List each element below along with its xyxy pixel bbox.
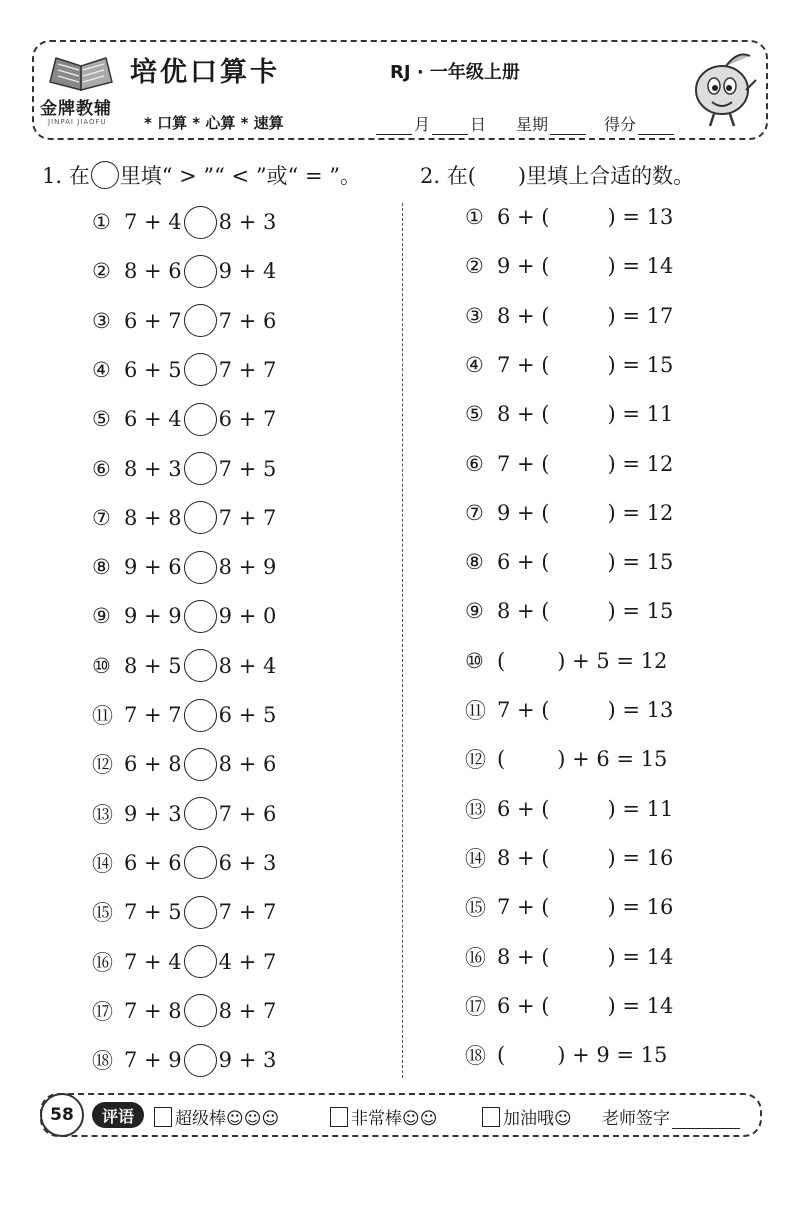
expression-before: 6 + (	[497, 205, 550, 229]
left-expression: 8 + 5	[124, 653, 182, 678]
fill-blank-row	[465, 940, 673, 974]
checkbox[interactable]	[330, 1107, 348, 1127]
expression-before: 7 + (	[497, 451, 550, 476]
answer-circle[interactable]	[184, 551, 217, 584]
item-index: ⑩	[465, 648, 484, 673]
expression-before: 7 + (	[497, 698, 550, 722]
comparison-row	[92, 452, 276, 486]
comment-bar	[40, 1093, 762, 1137]
expression-after: ) + 9 = 15	[557, 1043, 668, 1068]
comparison-row	[92, 304, 276, 338]
answer-circle[interactable]	[184, 353, 217, 386]
item-index: ⑯	[465, 945, 486, 970]
answer-circle[interactable]	[184, 896, 217, 929]
answer-circle[interactable]	[184, 501, 217, 534]
item-index: ⑧	[465, 550, 484, 575]
checkbox[interactable]	[154, 1107, 172, 1127]
expression-before: 8 + (	[497, 303, 550, 328]
right-expression: 8 + 3	[218, 210, 277, 234]
answer-circle[interactable]	[184, 994, 217, 1027]
left-expression: 8 + 6	[124, 259, 182, 284]
right-expression: 9 + 3	[218, 1048, 277, 1073]
item-index: ⑫	[465, 748, 486, 773]
comparison-row	[92, 254, 276, 288]
score-label: 得分	[604, 115, 637, 134]
answer-circle[interactable]	[184, 699, 217, 732]
comparison-row	[92, 402, 276, 436]
month-blank[interactable]	[376, 118, 412, 135]
right-expression: 8 + 9	[218, 555, 277, 580]
item-index: ⑥	[92, 456, 111, 481]
answer-circle[interactable]	[184, 748, 217, 781]
right-expression: 9 + 0	[218, 604, 277, 629]
expression-before: 6 + (	[497, 796, 550, 821]
item-index: ①	[92, 210, 111, 234]
answer-circle[interactable]	[184, 304, 217, 337]
day-label: 日	[470, 115, 487, 134]
book-logo-icon	[46, 52, 116, 94]
item-index: ⑨	[92, 604, 111, 629]
fill-blank-row	[465, 644, 667, 678]
answer-circle[interactable]	[184, 846, 217, 879]
item-index: ⑪	[92, 704, 113, 728]
date-score-line	[374, 112, 676, 135]
fill-blank-row	[465, 693, 673, 727]
item-index: ⑮	[465, 896, 486, 921]
comparison-row	[92, 1043, 276, 1077]
brand-subtitle: JINPAI JIAOFU	[48, 118, 107, 126]
item-index: ⑱	[92, 1049, 113, 1074]
item-index: ⑭	[465, 846, 486, 871]
header-panel	[32, 40, 768, 140]
expression-after: ) = 12	[607, 500, 674, 525]
item-index: ⑤	[92, 407, 111, 432]
item-index: ⑫	[92, 753, 113, 778]
fill-blank-row	[465, 742, 667, 776]
left-expression: 6 + 5	[124, 357, 182, 382]
right-expression: 7 + 7	[218, 900, 277, 925]
left-expression: 6 + 7	[124, 308, 182, 333]
fill-blank-row	[465, 989, 673, 1023]
comparison-row	[92, 994, 276, 1028]
left-expression: 6 + 4	[124, 407, 182, 432]
fill-blank-row	[465, 1038, 667, 1072]
item-index: ⑰	[92, 999, 113, 1024]
option-super[interactable]	[154, 1104, 279, 1129]
right-expression: 6 + 5	[218, 703, 277, 727]
expression-after: ) = 14	[607, 254, 674, 279]
page-title: 培优口算卡	[130, 57, 280, 88]
expression-after: ) = 11	[607, 402, 674, 427]
fill-blank-row	[465, 792, 673, 826]
fill-blank-row	[465, 594, 673, 628]
answer-circle[interactable]	[184, 403, 217, 436]
option-label: 加油哦☺	[503, 1109, 572, 1129]
item-index: ②	[92, 259, 111, 284]
left-expression: 9 + 9	[124, 604, 182, 629]
expression-after: ) = 17	[607, 303, 674, 328]
item-index: ⑩	[92, 653, 111, 678]
item-index: ⑦	[465, 500, 484, 525]
item-index: ③	[465, 303, 484, 328]
expression-before: 8 + (	[497, 944, 550, 969]
right-expression: 4 + 7	[218, 949, 277, 974]
comparison-row	[92, 945, 276, 979]
expression-before: 6 + (	[497, 550, 550, 575]
mascot-icon	[686, 46, 760, 130]
item-index: ⑨	[465, 599, 484, 624]
day-blank[interactable]	[432, 118, 468, 135]
item-index: ⑬	[465, 797, 486, 822]
item-index: ⑥	[465, 451, 484, 476]
fill-blank-row	[465, 496, 673, 530]
answer-circle[interactable]	[184, 1044, 217, 1077]
left-expression: 8 + 8	[124, 505, 182, 530]
item-index: ⑪	[465, 699, 486, 723]
fill-blank-row	[465, 890, 673, 924]
section1-title-post: 里填“ > ”“ < ”或“ = ”。	[119, 164, 361, 188]
section2-title: 2. 在( )里填上合适的数。	[420, 164, 695, 188]
page-number: 58	[40, 1093, 84, 1137]
right-expression: 7 + 7	[218, 357, 277, 382]
right-expression: 7 + 6	[218, 801, 277, 826]
left-expression: 9 + 3	[124, 801, 182, 826]
expression-before: (	[497, 1043, 506, 1068]
expression-before: 9 + (	[497, 500, 550, 525]
teacher-signature	[602, 1104, 740, 1129]
fill-blank-row	[465, 841, 673, 875]
answer-circle[interactable]	[184, 255, 217, 288]
option-very-good[interactable]	[330, 1104, 437, 1129]
checkbox[interactable]	[482, 1107, 500, 1127]
item-index: ⑱	[465, 1044, 486, 1069]
comparison-row	[92, 649, 276, 683]
circle-icon	[91, 161, 119, 189]
expression-after: ) = 13	[607, 205, 674, 229]
item-index: ③	[92, 308, 111, 333]
expression-before: 8 + (	[497, 845, 550, 870]
expression-before: 8 + (	[497, 402, 550, 427]
fill-blank-row	[465, 447, 673, 481]
answer-circle[interactable]	[184, 797, 217, 830]
expression-after: ) = 16	[607, 895, 674, 920]
answer-circle[interactable]	[184, 206, 217, 239]
comment-badge: 评语	[92, 1102, 144, 1128]
left-expression: 7 + 8	[124, 998, 182, 1023]
comparison-row	[92, 747, 276, 781]
left-expression: 9 + 6	[124, 555, 182, 580]
comparison-row	[92, 550, 276, 584]
score-blank[interactable]	[638, 118, 674, 135]
right-expression: 7 + 5	[218, 456, 277, 481]
fill-blank-row	[465, 348, 673, 382]
expression-after: ) + 5 = 12	[557, 648, 668, 673]
month-label: 月	[414, 115, 431, 134]
right-expression: 8 + 7	[218, 998, 277, 1023]
signature-label: 老师签字	[602, 1109, 670, 1129]
weekday-blank[interactable]	[550, 118, 586, 135]
fill-blank-row	[465, 249, 673, 283]
left-expression: 7 + 5	[124, 900, 182, 925]
left-expression: 7 + 9	[124, 1048, 182, 1073]
column-divider	[402, 203, 403, 1078]
expression-before: (	[497, 648, 506, 673]
right-expression: 9 + 4	[218, 259, 277, 284]
expression-after: ) = 14	[607, 944, 674, 969]
right-expression: 8 + 6	[218, 752, 277, 777]
expression-before: 8 + (	[497, 599, 550, 624]
comparison-row	[92, 797, 276, 831]
fill-blank-row	[465, 545, 673, 579]
item-index: ⑬	[92, 802, 113, 827]
expression-after: ) = 15	[607, 550, 674, 575]
expression-after: ) = 15	[607, 599, 674, 624]
item-index: ④	[465, 352, 484, 377]
item-index: ⑯	[92, 950, 113, 975]
comparison-row	[92, 895, 276, 929]
fill-blank-row	[465, 200, 673, 234]
left-expression: 6 + 6	[124, 850, 182, 875]
grade-label: RJ · 一年级上册	[390, 62, 520, 83]
answer-circle[interactable]	[184, 452, 217, 485]
item-index: ②	[465, 254, 484, 279]
item-index: ⑤	[465, 402, 484, 427]
expression-after: ) + 6 = 15	[557, 747, 668, 772]
section1-title	[42, 160, 361, 190]
right-expression: 8 + 4	[218, 653, 277, 678]
item-index: ⑧	[92, 555, 111, 580]
expression-after: ) = 13	[607, 698, 674, 722]
answer-circle[interactable]	[184, 945, 217, 978]
expression-before: 6 + (	[497, 993, 550, 1018]
expression-before: (	[497, 747, 506, 772]
item-index: ⑰	[465, 994, 486, 1019]
expression-after: ) = 16	[607, 845, 674, 870]
left-expression: 7 + 7	[124, 703, 182, 727]
section1-title-pre: 1. 在	[42, 164, 90, 188]
answer-circle[interactable]	[184, 600, 217, 633]
expression-after: ) = 14	[607, 993, 674, 1018]
signature-blank[interactable]	[672, 1108, 740, 1129]
right-expression: 7 + 6	[218, 308, 277, 333]
option-label: 非常棒☺☺	[351, 1109, 438, 1129]
comparison-row	[92, 599, 276, 633]
expression-after: ) = 15	[607, 352, 674, 377]
comparison-row	[92, 846, 276, 880]
item-index: ⑦	[92, 505, 111, 530]
left-expression: 6 + 8	[124, 752, 182, 777]
left-expression: 7 + 4	[124, 949, 182, 974]
right-expression: 6 + 3	[218, 850, 277, 875]
item-index: ⑭	[92, 851, 113, 876]
option-keep-going[interactable]	[482, 1104, 572, 1129]
left-expression: 8 + 3	[124, 456, 182, 481]
expression-before: 9 + (	[497, 254, 550, 279]
fill-blank-row	[465, 397, 673, 431]
fill-blank-row	[465, 299, 673, 333]
left-expression: 7 + 4	[124, 210, 182, 234]
comparison-row	[92, 353, 276, 387]
answer-circle[interactable]	[184, 649, 217, 682]
comparison-row	[92, 205, 276, 239]
item-index: ④	[92, 357, 111, 382]
item-index: ⑮	[92, 901, 113, 926]
expression-before: 7 + (	[497, 895, 550, 920]
expression-after: ) = 12	[607, 451, 674, 476]
option-label: 超级棒☺☺☺	[175, 1109, 280, 1129]
tagline: * 口算 * 心算 * 速算	[144, 114, 284, 132]
comparison-row	[92, 501, 276, 535]
weekday-label: 星期	[516, 115, 549, 134]
right-expression: 6 + 7	[218, 407, 277, 432]
right-expression: 7 + 7	[218, 505, 277, 530]
brand-name: 金牌教辅	[40, 99, 112, 119]
expression-after: ) = 11	[607, 796, 674, 821]
comparison-row	[92, 698, 276, 732]
expression-before: 7 + (	[497, 352, 550, 377]
item-index: ①	[465, 205, 484, 229]
